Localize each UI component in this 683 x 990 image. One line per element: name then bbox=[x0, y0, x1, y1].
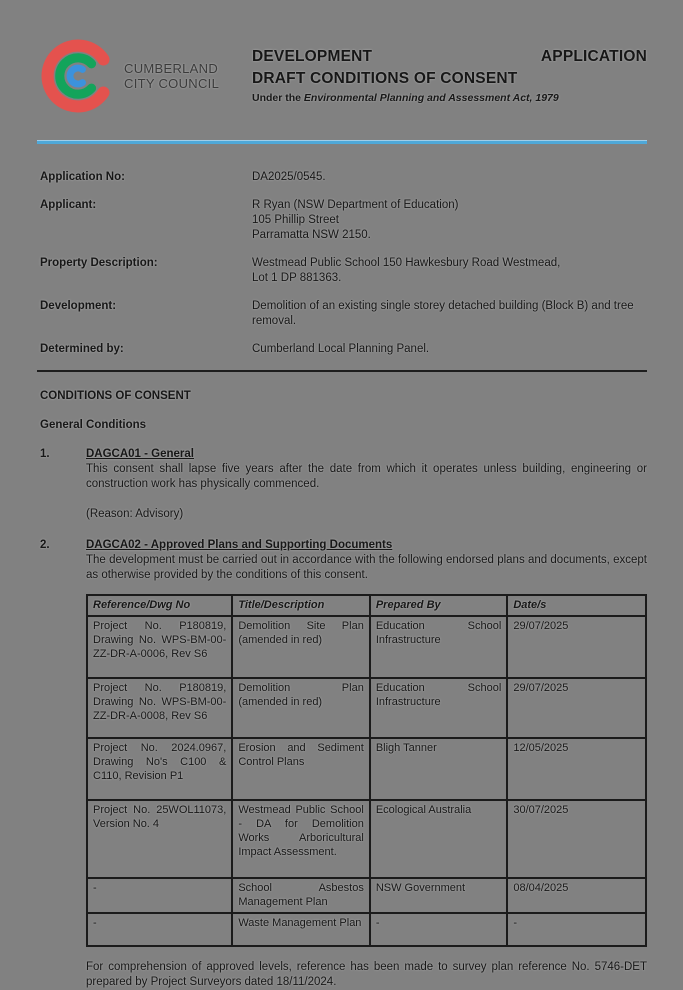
cell-title: Demolition Plan (amended in red) bbox=[232, 678, 370, 738]
cell-date: 29/07/2025 bbox=[507, 678, 646, 738]
condition-heading: DAGCA01 - General bbox=[86, 448, 195, 460]
council-name bbox=[124, 61, 219, 91]
detail-label: Property Description: bbox=[40, 257, 158, 269]
col-header-reference: Reference/Dwg No bbox=[87, 595, 232, 616]
cell-reference: - bbox=[87, 878, 232, 913]
council-name-line2: CITY COUNCIL bbox=[124, 76, 220, 91]
conditions-section-title: CONDITIONS OF CONSENT bbox=[40, 390, 191, 402]
condition-content bbox=[86, 538, 647, 947]
condition-content bbox=[86, 447, 647, 522]
condition-number: 1. bbox=[40, 448, 50, 460]
detail-value bbox=[252, 256, 647, 286]
table-row bbox=[87, 800, 646, 878]
condition-body: The development must be carried out in accordance with the following endorsed plans and documents, except as otherwise provided by the conditions of this consent. bbox=[86, 554, 647, 581]
title-block bbox=[252, 38, 647, 104]
cell-date: 30/07/2025 bbox=[507, 800, 646, 878]
detail-label: Determined by: bbox=[40, 343, 124, 355]
document-title bbox=[252, 48, 647, 66]
table-row bbox=[87, 878, 646, 913]
cell-reference: Project No. P180819, Drawing No. WPS-BM-00-ZZ-DR-A-0006, Rev S6 bbox=[87, 616, 232, 678]
cell-date: 08/04/2025 bbox=[507, 878, 646, 913]
act-prefix: Under the bbox=[252, 92, 304, 104]
detail-row-application-no bbox=[40, 170, 647, 185]
cell-title: Westmead Public School - DA for Demolition Works Arboricultural Impact Assessment. bbox=[232, 800, 370, 878]
cell-title: Waste Management Plan bbox=[232, 913, 370, 946]
cell-date: - bbox=[507, 913, 646, 946]
table-row bbox=[87, 738, 646, 800]
col-header-title: Title/Description bbox=[232, 595, 370, 616]
cell-reference: Project No. 25WOL11073, Version No. 4 bbox=[87, 800, 232, 878]
table-header-row bbox=[87, 595, 646, 616]
detail-value bbox=[252, 198, 647, 243]
detail-row-applicant bbox=[40, 198, 647, 243]
detail-row-property bbox=[40, 256, 647, 286]
detail-line: Demolition of an existing single storey detached building (Block B) and tree removal. bbox=[252, 300, 634, 327]
table-row bbox=[87, 913, 646, 946]
cell-prepared-by: Education School Infrastructure bbox=[370, 678, 508, 738]
detail-row-development bbox=[40, 299, 647, 329]
detail-line: Westmead Public School 150 Hawkesbury Road Westmead, bbox=[252, 257, 561, 269]
detail-label: Development: bbox=[40, 300, 117, 312]
detail-line: DA2025/0545. bbox=[252, 171, 326, 183]
cell-date: 29/07/2025 bbox=[507, 616, 646, 678]
table-row bbox=[87, 678, 646, 738]
act-reference bbox=[252, 92, 647, 104]
cell-prepared-by: Ecological Australia bbox=[370, 800, 508, 878]
application-details bbox=[40, 170, 647, 357]
cell-title: Erosion and Sediment Control Plans bbox=[232, 738, 370, 800]
act-name: Environmental Planning and Assessment Act, 1979 bbox=[303, 92, 559, 104]
detail-line: R Ryan (NSW Department of Education) bbox=[252, 199, 459, 211]
document-subtitle: DRAFT CONDITIONS OF CONSENT bbox=[252, 70, 518, 87]
cell-prepared-by: Education School Infrastructure bbox=[370, 616, 508, 678]
detail-value bbox=[252, 170, 647, 185]
council-logo-icon bbox=[40, 38, 116, 114]
cell-prepared-by: Bligh Tanner bbox=[370, 738, 508, 800]
detail-line: Parramatta NSW 2150. bbox=[252, 229, 371, 241]
detail-label: Applicant: bbox=[40, 199, 97, 211]
general-conditions-title: General Conditions bbox=[40, 419, 147, 431]
approved-plans-table bbox=[86, 594, 647, 947]
survey-footnote: For comprehension of approved levels, reference has been made to survey plan reference No. 5746-DET prepared by Project Surveyors dated 18/11/2024. bbox=[86, 961, 647, 988]
detail-line: Lot 1 DP 881363. bbox=[252, 272, 342, 284]
table-row bbox=[87, 616, 646, 678]
condition-item-1 bbox=[40, 447, 647, 522]
condition-reason: (Reason: Advisory) bbox=[86, 508, 184, 520]
cell-prepared-by: NSW Government bbox=[370, 878, 508, 913]
document-header bbox=[40, 38, 647, 114]
council-logo bbox=[40, 38, 252, 114]
condition-item-2 bbox=[40, 538, 647, 947]
cell-title: Demolition Site Plan (amended in red) bbox=[232, 616, 370, 678]
detail-value bbox=[252, 342, 647, 357]
details-divider bbox=[37, 370, 647, 372]
condition-heading: DAGCA02 - Approved Plans and Supporting Documents bbox=[86, 539, 393, 551]
title-application: APPLICATION bbox=[540, 48, 647, 65]
detail-label: Application No: bbox=[40, 171, 125, 183]
condition-body: This consent shall lapse five years after the date from which it operates unless building, engineering or construction work has physically commenced. bbox=[86, 463, 647, 490]
header-divider bbox=[37, 140, 647, 144]
detail-row-determined-by bbox=[40, 342, 647, 357]
cell-prepared-by: - bbox=[370, 913, 508, 946]
cell-reference: Project No. 2024.0967, Drawing No's C100 & C110, Revision P1 bbox=[87, 738, 232, 800]
col-header-prepared-by: Prepared By bbox=[370, 595, 508, 616]
cell-title: School Asbestos Management Plan bbox=[232, 878, 370, 913]
condition-number: 2. bbox=[40, 539, 50, 551]
title-development: DEVELOPMENT bbox=[252, 48, 373, 65]
cell-reference: - bbox=[87, 913, 232, 946]
col-header-dates: Date/s bbox=[507, 595, 646, 616]
cell-reference: Project No. P180819, Drawing No. WPS-BM-00-ZZ-DR-A-0008, Rev S6 bbox=[87, 678, 232, 738]
detail-value bbox=[252, 299, 647, 329]
cell-date: 12/05/2025 bbox=[507, 738, 646, 800]
detail-line: 105 Phillip Street bbox=[252, 214, 339, 226]
detail-line: Cumberland Local Planning Panel. bbox=[252, 343, 430, 355]
council-name-line1: CUMBERLAND bbox=[124, 61, 219, 76]
